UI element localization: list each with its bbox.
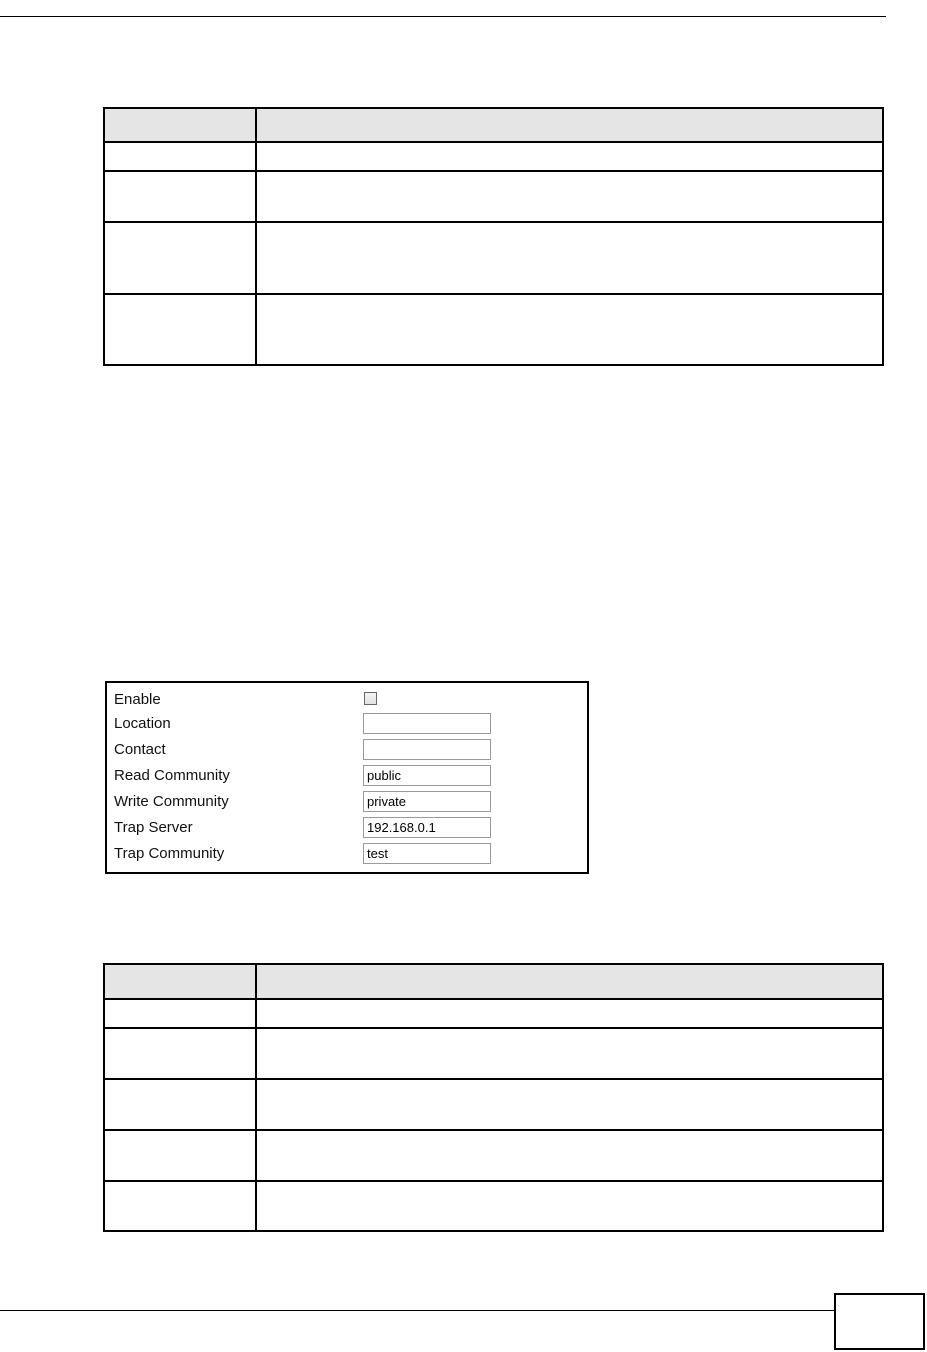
table-cell (256, 1079, 883, 1130)
table-cell (104, 1181, 256, 1231)
enable-label: Enable (114, 691, 161, 708)
contact-input[interactable] (363, 739, 491, 760)
table-row (104, 294, 883, 365)
table-cell (256, 1181, 883, 1231)
table-cell (256, 294, 883, 365)
snmp-settings-panel (105, 681, 589, 874)
table-header-cell-label (104, 108, 256, 142)
trap-server-input[interactable]: 192.168.0.1 (363, 817, 491, 838)
read-community-input[interactable]: public (363, 765, 491, 786)
description-table-2 (103, 963, 884, 1232)
table-header-cell-description (256, 108, 883, 142)
table-cell (256, 999, 883, 1028)
trap-community-label: Trap Community (114, 845, 225, 862)
trap-community-input[interactable]: test (363, 843, 491, 864)
page-number-box (834, 1293, 925, 1350)
table-cell (256, 1130, 883, 1181)
snmp-row-write-community (107, 790, 587, 814)
table-cell (256, 1028, 883, 1079)
table-cell (104, 1028, 256, 1079)
snmp-row-location (107, 712, 587, 736)
table-header-row (104, 964, 883, 999)
footer-rule (0, 1310, 834, 1311)
location-input[interactable] (363, 713, 491, 734)
table-row (104, 1079, 883, 1130)
contact-label: Contact (114, 741, 166, 758)
table-cell (104, 999, 256, 1028)
table-header-cell-label (104, 964, 256, 999)
snmp-row-contact (107, 738, 587, 762)
table-cell (256, 222, 883, 294)
enable-checkbox[interactable] (364, 692, 377, 705)
table-cell (256, 142, 883, 171)
snmp-row-trap-server (107, 816, 587, 840)
header-rule (0, 16, 886, 17)
table-row (104, 1028, 883, 1079)
table-row (104, 171, 883, 222)
table-cell (104, 142, 256, 171)
table-cell (256, 171, 883, 222)
table-cell (104, 1079, 256, 1130)
trap-server-label: Trap Server (114, 819, 193, 836)
table-row (104, 1181, 883, 1231)
table-row (104, 222, 883, 294)
table-cell (104, 1130, 256, 1181)
snmp-row-trap-community (107, 842, 587, 866)
snmp-row-enable (107, 688, 587, 712)
table-cell (104, 171, 256, 222)
table-header-row (104, 108, 883, 142)
description-table-1 (103, 107, 884, 366)
read-community-label: Read Community (114, 767, 230, 784)
table-row (104, 142, 883, 171)
table-row (104, 1130, 883, 1181)
write-community-input[interactable]: private (363, 791, 491, 812)
table-header-cell-description (256, 964, 883, 999)
snmp-row-read-community (107, 764, 587, 788)
location-label: Location (114, 715, 171, 732)
table-row (104, 999, 883, 1028)
table-cell (104, 294, 256, 365)
table-cell (104, 222, 256, 294)
write-community-label: Write Community (114, 793, 229, 810)
